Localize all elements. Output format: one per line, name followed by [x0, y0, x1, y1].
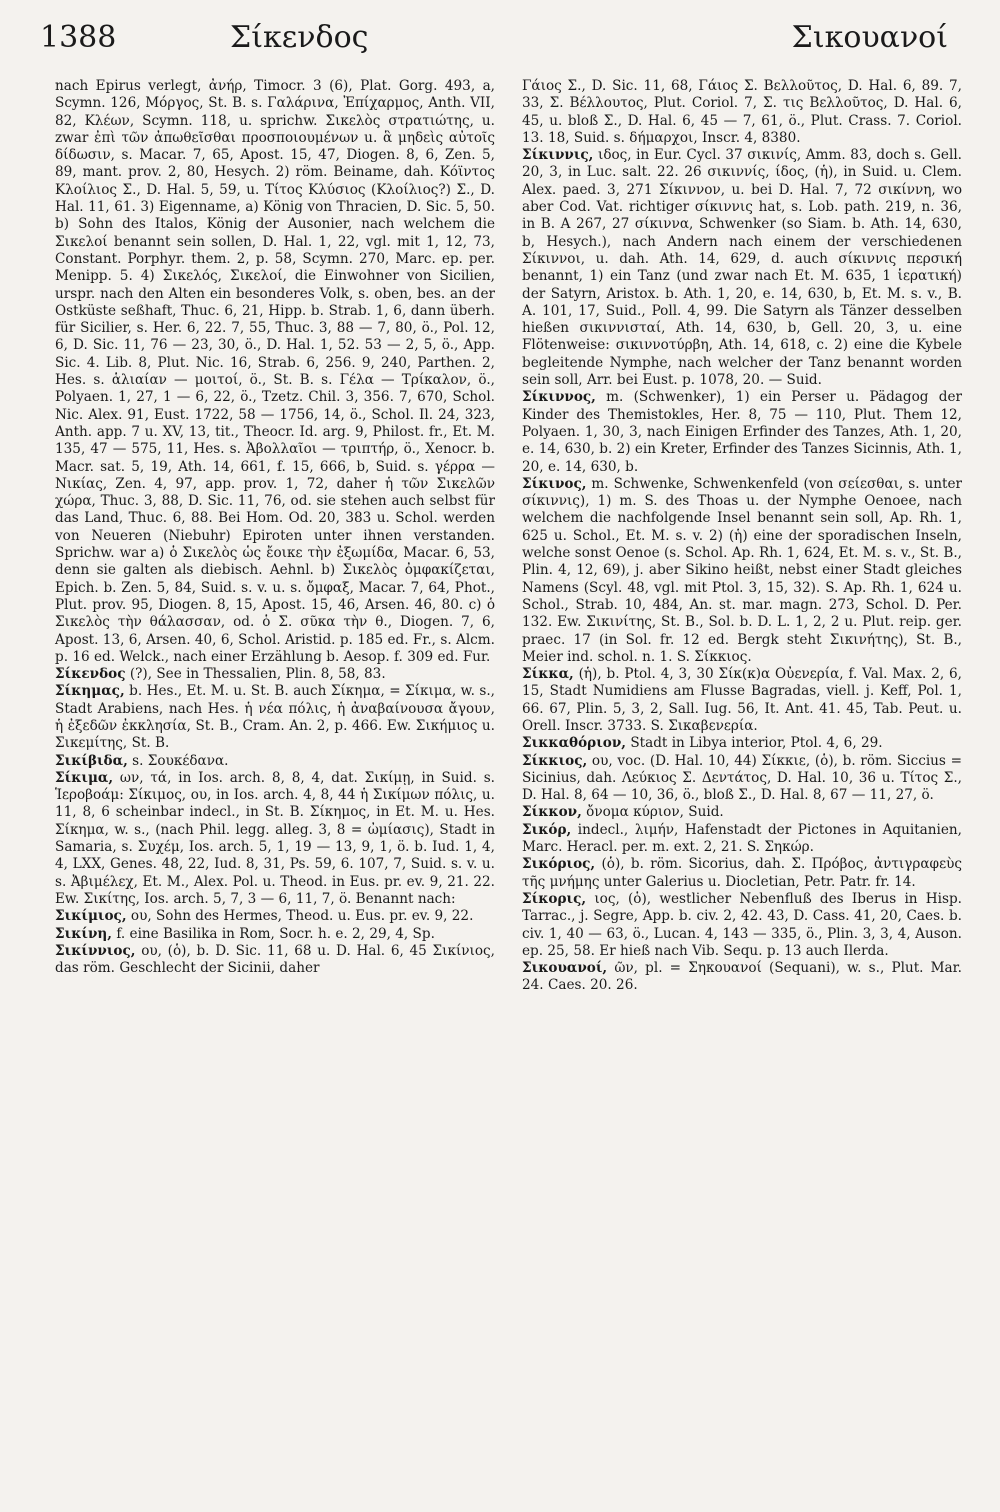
- entry-lemma: Σικουανοί,: [522, 960, 608, 977]
- page-header: [40, 20, 960, 70]
- entry: [55, 78, 495, 666]
- entry: [55, 770, 495, 908]
- entry-text: Stadt in Libya interior, Ptol. 4, 6, 29.: [626, 735, 883, 752]
- entry: [522, 753, 962, 805]
- entry-text: ιδος, in Eur. Cycl. 37 σικινίς, Amm. 83, doch s. Gell. 20, 3, in Luc. salt. 22. 26 σικιννίς, ίδος, (ἡ), in Suid. u. Clem. Alex. paed. 3, 271 Σίκιννον, u. bei D. Hal. 7, 72 σικίννη, wo aber Cod. Vat. richtiger σίκιννις hat, s. Lob. path. 219, n. 36, in B. A 267, 27 σίκιννα, Schwenker (so Siam. b. Ath. 14, 630, b, Hesych.), nach Andern nach einem der verschiedenen Σίκιννοι, u. dah. Ath. 14, 629, d. auch σίκιννις περσική benannt, 1) ein Tanz (und zwar nach Et. M. 635, 1 ἱερατική) der Satyrn, Aristox. b. Ath. 1, 20, e. 14, 630, b, Et. M. s. v., B. A. 101, 17, Suid., Poll. 4, 99. Die Satyrn als Tänzer desselben hießen σικιννισταί, Ath. 14, 630, b, Gell. 20, 3, u. eine Flötenweise: σικιννοτύρβη, Ath. 14, 618, c. 2) eine die Kybele begleitende Nymphe, nach welcher der Tanz benannt worden sein soll, Arr. bei Eust. p. 1078, 20. — Suid.: [522, 147, 962, 389]
- entry-lemma: Σίκορις,: [522, 890, 587, 907]
- entry-text: ῶν, pl. = Σηκουανοί (Sequani), w. s., Plut. Mar. 24. Caes. 20. 26.: [522, 960, 962, 994]
- entry-text: indecl., λιμήν, Hafenstadt der Pictones in Aquitanien, Marc. Heracl. per. m. ext. 2, 21. S. Σηκώρ.: [522, 821, 962, 856]
- entry-text: (ἡ), b. Ptol. 4, 3, 30 Σίκ(κ)α Οὐενερία, f. Val. Max. 2, 6, 15, Stadt Numidiens am Flusse Bagradas, viell. j. Keff, Pol. 1, 66. 67, Plin. 5, 3, 2, Sall. Iug. 56, It. Ant. 41. 45, Tab. Peut. u. Orell. Inscr. 3733. S. Σικαβενερία.: [522, 666, 962, 734]
- entry: [522, 735, 962, 752]
- entry: [522, 960, 962, 995]
- entry: [55, 666, 495, 683]
- entry-lemma: Σικίβιδα,: [55, 752, 128, 769]
- right-running-headword: Σικουανοί: [791, 20, 948, 55]
- entry-lemma: Σίκινος,: [522, 475, 587, 492]
- entry-lemma: Σικίννιος,: [55, 942, 136, 959]
- entry: [522, 891, 962, 960]
- entry-text: b. Hes., Et. M. u. St. B. auch Σίκημα, = Σίκιμα, w. s., Stadt Arabiens, nach Hes. ἡ νέα πόλις, ἡ ἀναβαίνουσα ἄγουν, ἡ ἐξεδῶν ἐκκλησία, St. B., Cram. An. 2, p. 466. Ew. Σικήμιος u. Σικεμίτης, St. B.: [55, 683, 495, 752]
- entry-lemma: Σίκημας,: [55, 683, 125, 700]
- entry: [522, 476, 962, 666]
- entry: [522, 822, 962, 857]
- entry: [522, 147, 962, 389]
- entry: [522, 856, 962, 891]
- entry-text: m. (Schwenker), 1) ein Perser u. Pädagog der Kinder des Themistokles, Her. 8, 75 — 110, Plut. Them 12, Polyaen. 1, 30, 3, nach Einigen Erfinder des Tanzes, Ath. 1, 20, e. 14, 630, b. 2) ein Kreter, Erfinder des Tanzes Sicinnis, Ath. 1, 20, e. 14, 630, b.: [522, 389, 962, 475]
- right-column: [522, 78, 962, 995]
- left-column: [55, 78, 495, 977]
- entry-text: ιος, (ὁ), westlicher Nebenfluß des Iberus in Hisp. Tarrac., j. Segre, App. b. civ. 2, 42. 43, D. Cass. 41, 20, Caes. b. civ. 1, 40 — 63, ö., Lucan. 4, 143 — 335, ö., Plin. 3, 3, 4, Auson. ep. 25, 58. Er hieß nach Vib. Sequ. p. 13 auch Ilerda.: [522, 890, 962, 959]
- page-number: 1388: [40, 20, 117, 55]
- left-running-headword: Σίκενδος: [230, 20, 369, 55]
- entry-text: f. eine Basilika in Rom, Socr. h. e. 2, 29, 4, Sp.: [112, 925, 435, 942]
- entry-text: ου, (ὁ), b. D. Sic. 11, 68 u. D. Hal. 6, 45 Σικίνιος, das röm. Geschlecht der Sicinii, daher: [55, 942, 495, 977]
- entry: [522, 666, 962, 735]
- entry-lemma: Σίκιννος,: [522, 389, 596, 406]
- entry-lemma: Σίκενδος: [55, 666, 126, 683]
- entry-lemma: Σίκκιος,: [522, 752, 588, 769]
- entry-lemma: Σικίμιος,: [55, 908, 127, 925]
- entry: [522, 389, 962, 475]
- entry-text: ου, Sohn des Hermes, Theod. u. Eus. pr. ev. 9, 22.: [126, 908, 474, 925]
- entry-text: ων, τά, in Ios. arch. 8, 8, 4, dat. Σικίμῃ, in Suid. s. Ἱεροβοάμ: Σίκιμος, ου, in Ios. arch. 4, 8, 44 ἡ Σικίμων πόλις, u. 11, 8, 6 scheinbar indecl., in St. B. Σίκημος, in Et. M. u. Hes. Σίκημα, w. s., (nach Phil. legg. alleg. 3, 8 = ὠμίασις), Stadt in Samaria, s. Συχέμ, Ios. arch. 5, 1, 19 — 13, 9, 1, ö. b. Iud. 1, 4, 4, LXX, Genes. 48, 22, Iud. 8, 31, Ps. 59, 6. 107, 7, Suid. s. v. u. s. Ἀβιμέλεχ, Et. M., Alex. Pol. u. Theod. in Eus. pr. ev. 9, 21. 22. Ew. Σικίτης, Ios. arch. 5, 7, 3 — 6, 11, 7, ö. Benannt nach:: [55, 769, 495, 907]
- entry-text: m. Schwenke, Schwenkenfeld (von σείεσθαι, s. unter σίκιννις), 1) m. S. des Thoas u. der Nymphe Oenoee, nach welchem die nachfolgende Insel benannt sein soll, Ap. Rh. 1, 625 u. Schol., Et. M. s. v. 2) (ἡ) eine der sporadischen Inseln, welche sonst Oenoe (s. Schol. Ap. Rh. 1, 624, Et. M. s. v., St. B., Plin. 4, 12, 69), j. aber Sikino heißt, nebst einer Stadt gleiches Namens (Scyl. 48, vgl. mit Ptol. 3, 15, 32). S. Ap. Rh. 1, 624 u. Schol., Strab. 10, 484, An. st. mar. magn. 273, Schol. D. Per. 132. Ew. Σικινίτης, St. B., Sol. b. D. L. 1, 2, 2 u. Plut. reip. ger. praec. 17 (in Sol. fr. 12 ed. Bergk steht Σικινήτης), St. B., Meier ind. schol. n. 1. S. Σίκκιος.: [522, 475, 962, 665]
- entry-text: s. Σουκέδανα.: [127, 752, 229, 769]
- entry-lemma: Σικίνη,: [55, 925, 113, 942]
- entry: [55, 926, 495, 943]
- entry-lemma: Σίκκα,: [522, 666, 574, 683]
- entry-text: nach Epirus verlegt, ἀνήρ, Timocr. 3 (6), Plat. Gorg. 493, a, Scymn. 126, Μόργος, St. B. s. Γαλάρινα, Ἐπίχαρμος, Anth. VII, 82, Κλέων, Scymn. 118, u. sprichw. Σικελὸς στρατιώτης, u. zwar ἐπὶ τῶν ἀπωθεῖσθαι προσποιουμένων u. ἃ μηδεὶς αὐτοῖς δίδωσιν, s. Macar. 7, 65, Apost. 15, 47, Diogen. 8, 6, Zen. 5, 89, mant. prov. 2, 80, Hesych. 2) röm. Beiname, dah. Κόϊντος Κλοίλιος Σ., D. Hal. 5, 59, u. Τίτος Κλύσιος (Κλοίλιος?) Σ., D. Hal. 11, 61. 3) Eigenname, a) König von Thracien, D. Sic. 5, 50. b) Sohn des Italos, König der Ausonier, nach welchem die Σικελοί benannt sein sollen, D. Hal. 1, 22, vgl. mit 1, 12, 73, Constant. Porphyr. them. 2, p. 58, Scymn. 270, Marc. ep. per. Menipp. 5. 4) Σικελός, Σικελοί, die Einwohner von Sicilien, urspr. nach den Alten ein besonderes Volk, s. oben, bes. an der Ostküste seßhaft, Thuc. 6, 21, Hipp. b. Strab. 1, 6, dann überh. für Sicilier, s. Her. 6, 22. 7, 55, Thuc. 3, 88 — 7, 80, ö., Pol. 12, 6, D. Sic. 11, 76 — 23, 30, ö., D. Hal. 1, 52. 53 — 2, 5, ö., App. Sic. 4. Lib. 8, Plut. Nic. 16, Strab. 6, 256. 9, 240, Parthen. 2, Hes. s. ἁλιαίαν — μοιτοί, ö., St. B. s. Γέλα — Τρίκαλον, ö., Polyaen. 1, 27, 1 — 6, 22, ö., Tzetz. Chil. 3, 356. 7, 670, Schol. Nic. Alex. 91, Eust. 1722, 58 — 1756, 14, ö., Schol. Il. 24, 323, Anth. app. 7 u. XV, 13, tit., Theocr. Id. arg. 9, Philost. fr., Et. M. 135, 47 — 575, 11, Hes. s. Ἀβολλαῖοι — τριπτήρ, ö., Xenocr. b. Macr. sat. 5, 19, Ath. 14, 661, f. 15, 666, b, Suid. s. γέρρα — Νικίας, Zen. 4, 97, app. prov. 1, 72, daher ἡ τῶν Σικελῶν χώρα, Thuc. 3, 88, D. Sic. 11, 76, od. sie stehen auch selbst für das Land, Thuc. 6, 88. Bei Hom. Od. 20, 383 u. Schol. werden von Neueren (Niebuhr) Epiroten unter ihnen verstanden. Sprichw. war a) ὁ Σικελὸς ὡς ἔοικε τὴν ἐξωμίδα, Macar. 6, 53, denn sie galten als diebisch. Aehnl. b) Σικελὸς ὀμφακίζεται, Epich. b. Zen. 5, 84, Suid. s. v. u. s. ὄμφαξ, Macar. 7, 64, Phot., Plut. prov. 95, Diogen. 8, 15, Apost. 15, 46, Arsen. 46, 80. c) ὁ Σικελὸς τὴν θάλασσαν, od. ὁ Σ. σῦκα τὴν θ., Diogen. 7, 6, Apost. 13, 6, Arsen. 40, 6, Schol. Aristid. p. 185 ed. Fr., s. Alcm. p. 16 ed. Welck., nach einer Erzählung b. Aesop. f. 309 ed. Fur.: [55, 78, 495, 665]
- entry: [55, 683, 495, 752]
- entry-text: (ὁ), b. röm. Sicorius, dah. Σ. Πρόβος, ἀντιγραφεὺς τῆς μνήμης unter Galerius u. Diocletian, Petr. Patr. fr. 14.: [522, 856, 962, 890]
- entry: [522, 78, 962, 147]
- entry: [522, 804, 962, 821]
- entry-text: (?), See in Thessalien, Plin. 8, 58, 83.: [125, 666, 386, 683]
- entry-lemma: Σίκιμα,: [55, 769, 114, 786]
- entry: [55, 943, 495, 978]
- entry: [55, 908, 495, 925]
- entry: [55, 753, 495, 770]
- entry-lemma: Σίκιννις,: [522, 147, 594, 164]
- entry-text: ὄνομα κύριον, Suid.: [581, 804, 724, 821]
- entry-lemma: Σικόριος,: [522, 856, 596, 873]
- entry-lemma: Σικκαθόριον,: [522, 735, 627, 752]
- entry-text: ου, voc. (D. Hal. 10, 44) Σίκκιε, (ὁ), b. röm. Siccius = Sicinius, dah. Λεύκιος Σ. Δεντάτος, D. Hal. 10, 36 u. Τίτος Σ., D. Hal. 8, 64 — 10, 36, ö., bloß Σ., D. Hal. 8, 67 — 11, 27, ö.: [522, 752, 962, 804]
- entry-lemma: Σικόρ,: [522, 821, 572, 838]
- entry-lemma: Σίκκον,: [522, 804, 582, 821]
- entry-text: Γάιος Σ., D. Sic. 11, 68, Γάιος Σ. Βελλοῦτος, D. Hal. 6, 89. 7, 33, Σ. Βέλλουτος, Plut. Coriol. 7, Σ. τις Βελλοῦτος, D. Hal. 6, 45, u. bloß Σ., D. Hal. 6, 45 — 7, 61, ö., Plut. Crass. 7. Coriol. 13. 18, Suid. s. δήμαρχοι, Inscr. 4, 8380.: [522, 78, 962, 146]
